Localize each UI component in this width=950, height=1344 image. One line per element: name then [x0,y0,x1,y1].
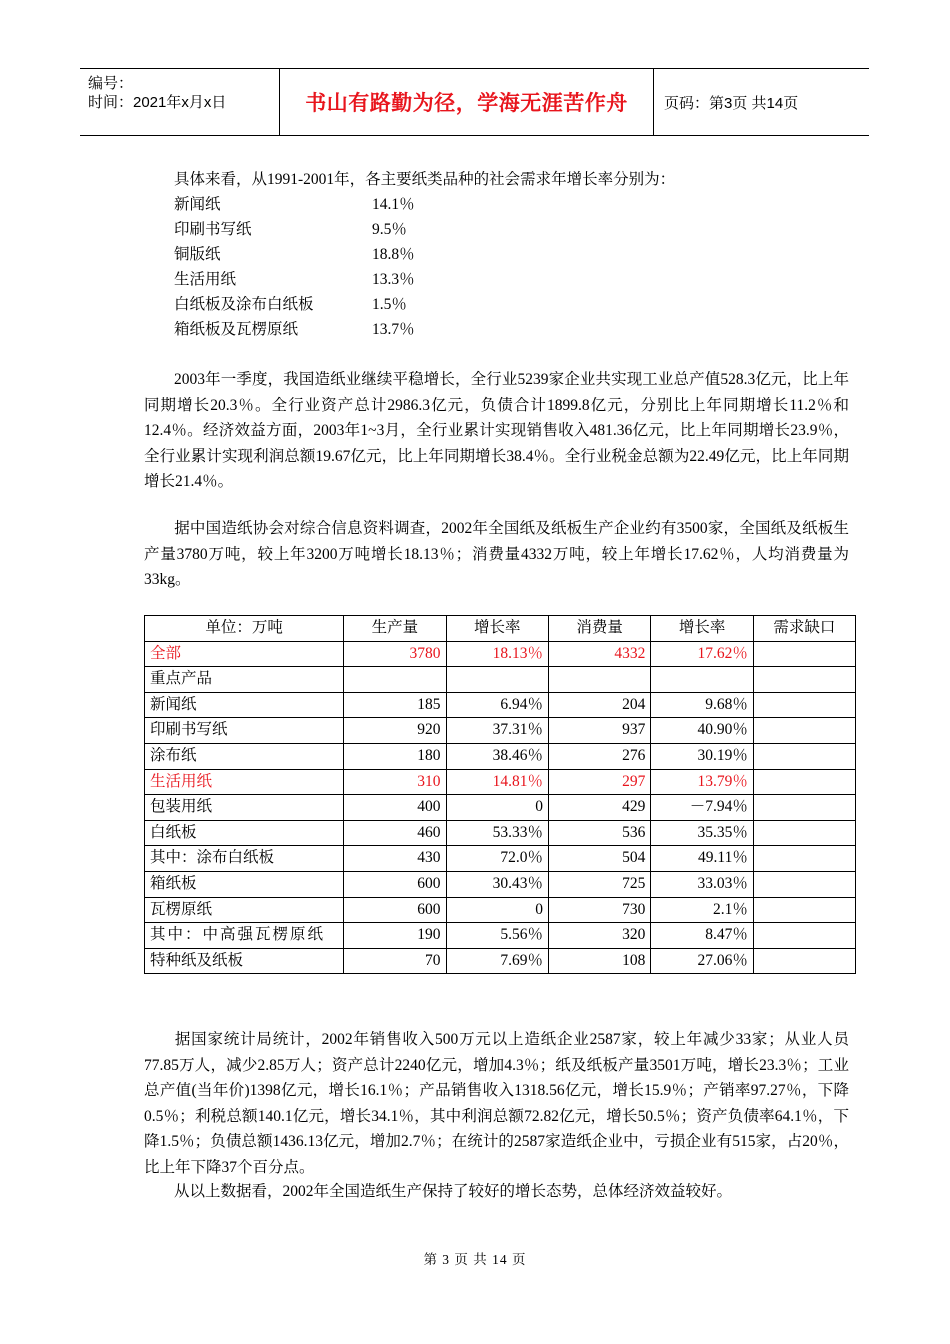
list-item-rate: 13.3％ [372,271,415,288]
table-cell: 430 [344,846,446,872]
table-row [145,641,856,667]
table-cell-product: 其中：中高强瓦楞原纸 [145,923,344,949]
table-cell-product: 瓦楞原纸 [145,897,344,923]
table-row [145,846,856,872]
table-row [145,743,856,769]
table-cell: 8.47％ [651,923,754,949]
table-cell: 33.03％ [651,871,754,897]
table-row [145,897,856,923]
table-cell: 730 [549,897,651,923]
table-cell: 600 [344,897,446,923]
list-item-name: 铜版纸 [174,246,221,263]
list-item-rate: 13.7％ [372,321,415,338]
header-meta [80,69,280,135]
table-cell [753,667,855,693]
list-item-name: 白纸板及涂布白纸板 [174,296,314,313]
table-cell-product: 新闻纸 [145,692,344,718]
page-footer: 第 3 页 共 14 页 [423,1252,527,1267]
table-cell: 70 [344,948,446,974]
table-cell-product: 生活用纸 [145,769,344,795]
header-page-label: 页码：第3页 共14页 [664,94,799,112]
table-header-cell: 生产量 [344,616,446,642]
paragraph-text: 2003年一季度，我国造纸业继续平稳增长，全行业5239家企业共实现工业总产值528.3亿元，比上年同期增长20.3％。全行业资产总计2986.3亿元，负债合计1899.8亿元，分别比上年同期增长11.2％和12.4％。经济效益方面，2003年1~3月，全行业累计实现销售收入481.36亿元，比上年同期增长23.9％，全行业累计实现利润总额19.67亿元，比上年同期增长38.4％。全行业税金总额为22.49亿元，比上年同期增长21.4％。 [144,371,849,490]
table-row [145,769,856,795]
table-cell [753,692,855,718]
table-cell: 18.13％ [446,641,549,667]
table-cell: 920 [344,718,446,744]
paragraph-q1-2003 [144,367,849,495]
table-cell: 7.69％ [446,948,549,974]
table-row [145,923,856,949]
table-row [145,820,856,846]
table-cell: 429 [549,795,651,821]
table-cell: 190 [344,923,446,949]
table-cell: 17.62％ [651,641,754,667]
list-item-name: 箱纸板及瓦楞原纸 [174,321,299,338]
table-cell: 72.0％ [446,846,549,872]
table-row [145,692,856,718]
table-cell [753,795,855,821]
table-cell: 504 [549,846,651,872]
table-cell: 40.90％ [651,718,754,744]
table-cell [753,641,855,667]
paragraph-2002-survey [144,516,849,593]
intro-paragraph [144,167,849,193]
header-motto: 书山有路勤为径，学海无涯苦作舟 [280,69,654,135]
list-item-rate: 1.5％ [372,296,407,313]
table-cell [651,667,754,693]
list-item [174,192,415,217]
table-header-cell: 增长率 [651,616,754,642]
table-cell-product: 全部 [145,641,344,667]
paragraph-text: 据国家统计局统计，2002年销售收入500万元以上造纸企业2587家，较上年减少33家；从业人员77.85万人，减少2.85万人；资产总计2240亿元，增加4.3％；纸及纸板产量3501万吨，增长23.3％；工业总产值(当年价)1398亿元，增长16.1％；产品销售收入1318.56亿元，增长15.9％；产销率97.27％，下降0.5％；利税总额140.1亿元，增长34.1％，其中利润总额72.82亿元，增长50.5％；资产负债率64.1％，下降1.5％；负债总额1436.13亿元，增加2.7％；在统计的2587家造纸企业中，亏损企业有515家，占20％，比上年下降37个百分点。 [144,1031,849,1176]
doc-number-label: 编号： [88,75,134,92]
table-cell [753,718,855,744]
table-header-cell: 需求缺口 [753,616,855,642]
production-consumption-table [144,615,856,974]
table-cell [753,820,855,846]
table-cell-product: 特种纸及纸板 [145,948,344,974]
paragraph-text: 据中国造纸协会对综合信息资料调查，2002年全国纸及纸板生产企业约有3500家，全国纸及纸板生产量3780万吨，较上年3200万吨增长18.13％；消费量4332万吨，较上年增长17.62％，人均消费量为33kg。 [144,520,849,588]
table-cell: 6.94％ [446,692,549,718]
table-cell: 937 [549,718,651,744]
table-cell [753,769,855,795]
list-item [174,217,415,242]
table-header-cell: 单位：万吨 [145,616,344,642]
doc-date-label: 时间：2021年x月x日 [88,94,227,111]
table-cell: 13.79％ [651,769,754,795]
table-cell [753,743,855,769]
table-cell: 0 [446,795,549,821]
table-cell: －7.94％ [651,795,754,821]
table-cell [753,846,855,872]
table-cell: 0 [446,897,549,923]
table-cell: 30.19％ [651,743,754,769]
table-cell: 276 [549,743,651,769]
intro-text: 具体来看，从1991-2001年，各主要纸类品种的社会需求年增长率分别为： [174,171,676,188]
table-cell: 725 [549,871,651,897]
list-item-rate: 18.8％ [372,246,415,263]
table-cell: 108 [549,948,651,974]
table-cell: 536 [549,820,651,846]
table-cell: 37.31％ [446,718,549,744]
table-cell [753,923,855,949]
table-cell [549,667,651,693]
table-cell: 9.68％ [651,692,754,718]
table-cell-product: 箱纸板 [145,871,344,897]
table-cell: 35.35％ [651,820,754,846]
paragraph-text: 从以上数据看，2002年全国造纸生产保持了较好的增长态势，总体经济效益较好。 [174,1183,733,1200]
table-cell: 49.11％ [651,846,754,872]
table-cell: 600 [344,871,446,897]
table-cell-product: 白纸板 [145,820,344,846]
table-row [145,795,856,821]
list-item-name: 生活用纸 [174,271,237,288]
table-cell: 320 [549,923,651,949]
list-item-rate: 14.1％ [372,196,415,213]
page-header [80,68,869,136]
table-cell-product: 包装用纸 [145,795,344,821]
growth-rate-list [174,192,415,342]
paragraph-nbs-statistics [144,1027,849,1180]
paragraph-conclusion [144,1179,849,1205]
table-cell: 5.56％ [446,923,549,949]
list-item [174,242,415,267]
table-cell: 400 [344,795,446,821]
list-item-rate: 9.5％ [372,221,407,238]
table-cell: 297 [549,769,651,795]
table-header-row [145,616,856,642]
table-row [145,871,856,897]
table-row [145,948,856,974]
table-cell-product: 其中：涂布白纸板 [145,846,344,872]
list-item-name: 新闻纸 [174,196,221,213]
table-cell: 4332 [549,641,651,667]
table-cell-product: 重点产品 [145,667,344,693]
table-cell: 204 [549,692,651,718]
table-cell: 14.81％ [446,769,549,795]
table-cell: 3780 [344,641,446,667]
table-cell: 38.46％ [446,743,549,769]
list-item [174,317,415,342]
table-cell [446,667,549,693]
table-cell [753,871,855,897]
table-cell: 53.33％ [446,820,549,846]
table-cell: 460 [344,820,446,846]
list-item [174,267,415,292]
table-cell [344,667,446,693]
table-cell: 2.1％ [651,897,754,923]
table-cell: 180 [344,743,446,769]
table-row [145,718,856,744]
table-cell-product: 印刷书写纸 [145,718,344,744]
table-cell: 27.06％ [651,948,754,974]
table-cell: 310 [344,769,446,795]
list-item-name: 印刷书写纸 [174,221,252,238]
table-cell: 185 [344,692,446,718]
table-cell [753,948,855,974]
table-row [145,667,856,693]
table-header-cell: 增长率 [446,616,549,642]
list-item [174,292,415,317]
table-header-cell: 消费量 [549,616,651,642]
table-cell: 30.43％ [446,871,549,897]
table-cell [753,897,855,923]
table-cell-product: 涂布纸 [145,743,344,769]
